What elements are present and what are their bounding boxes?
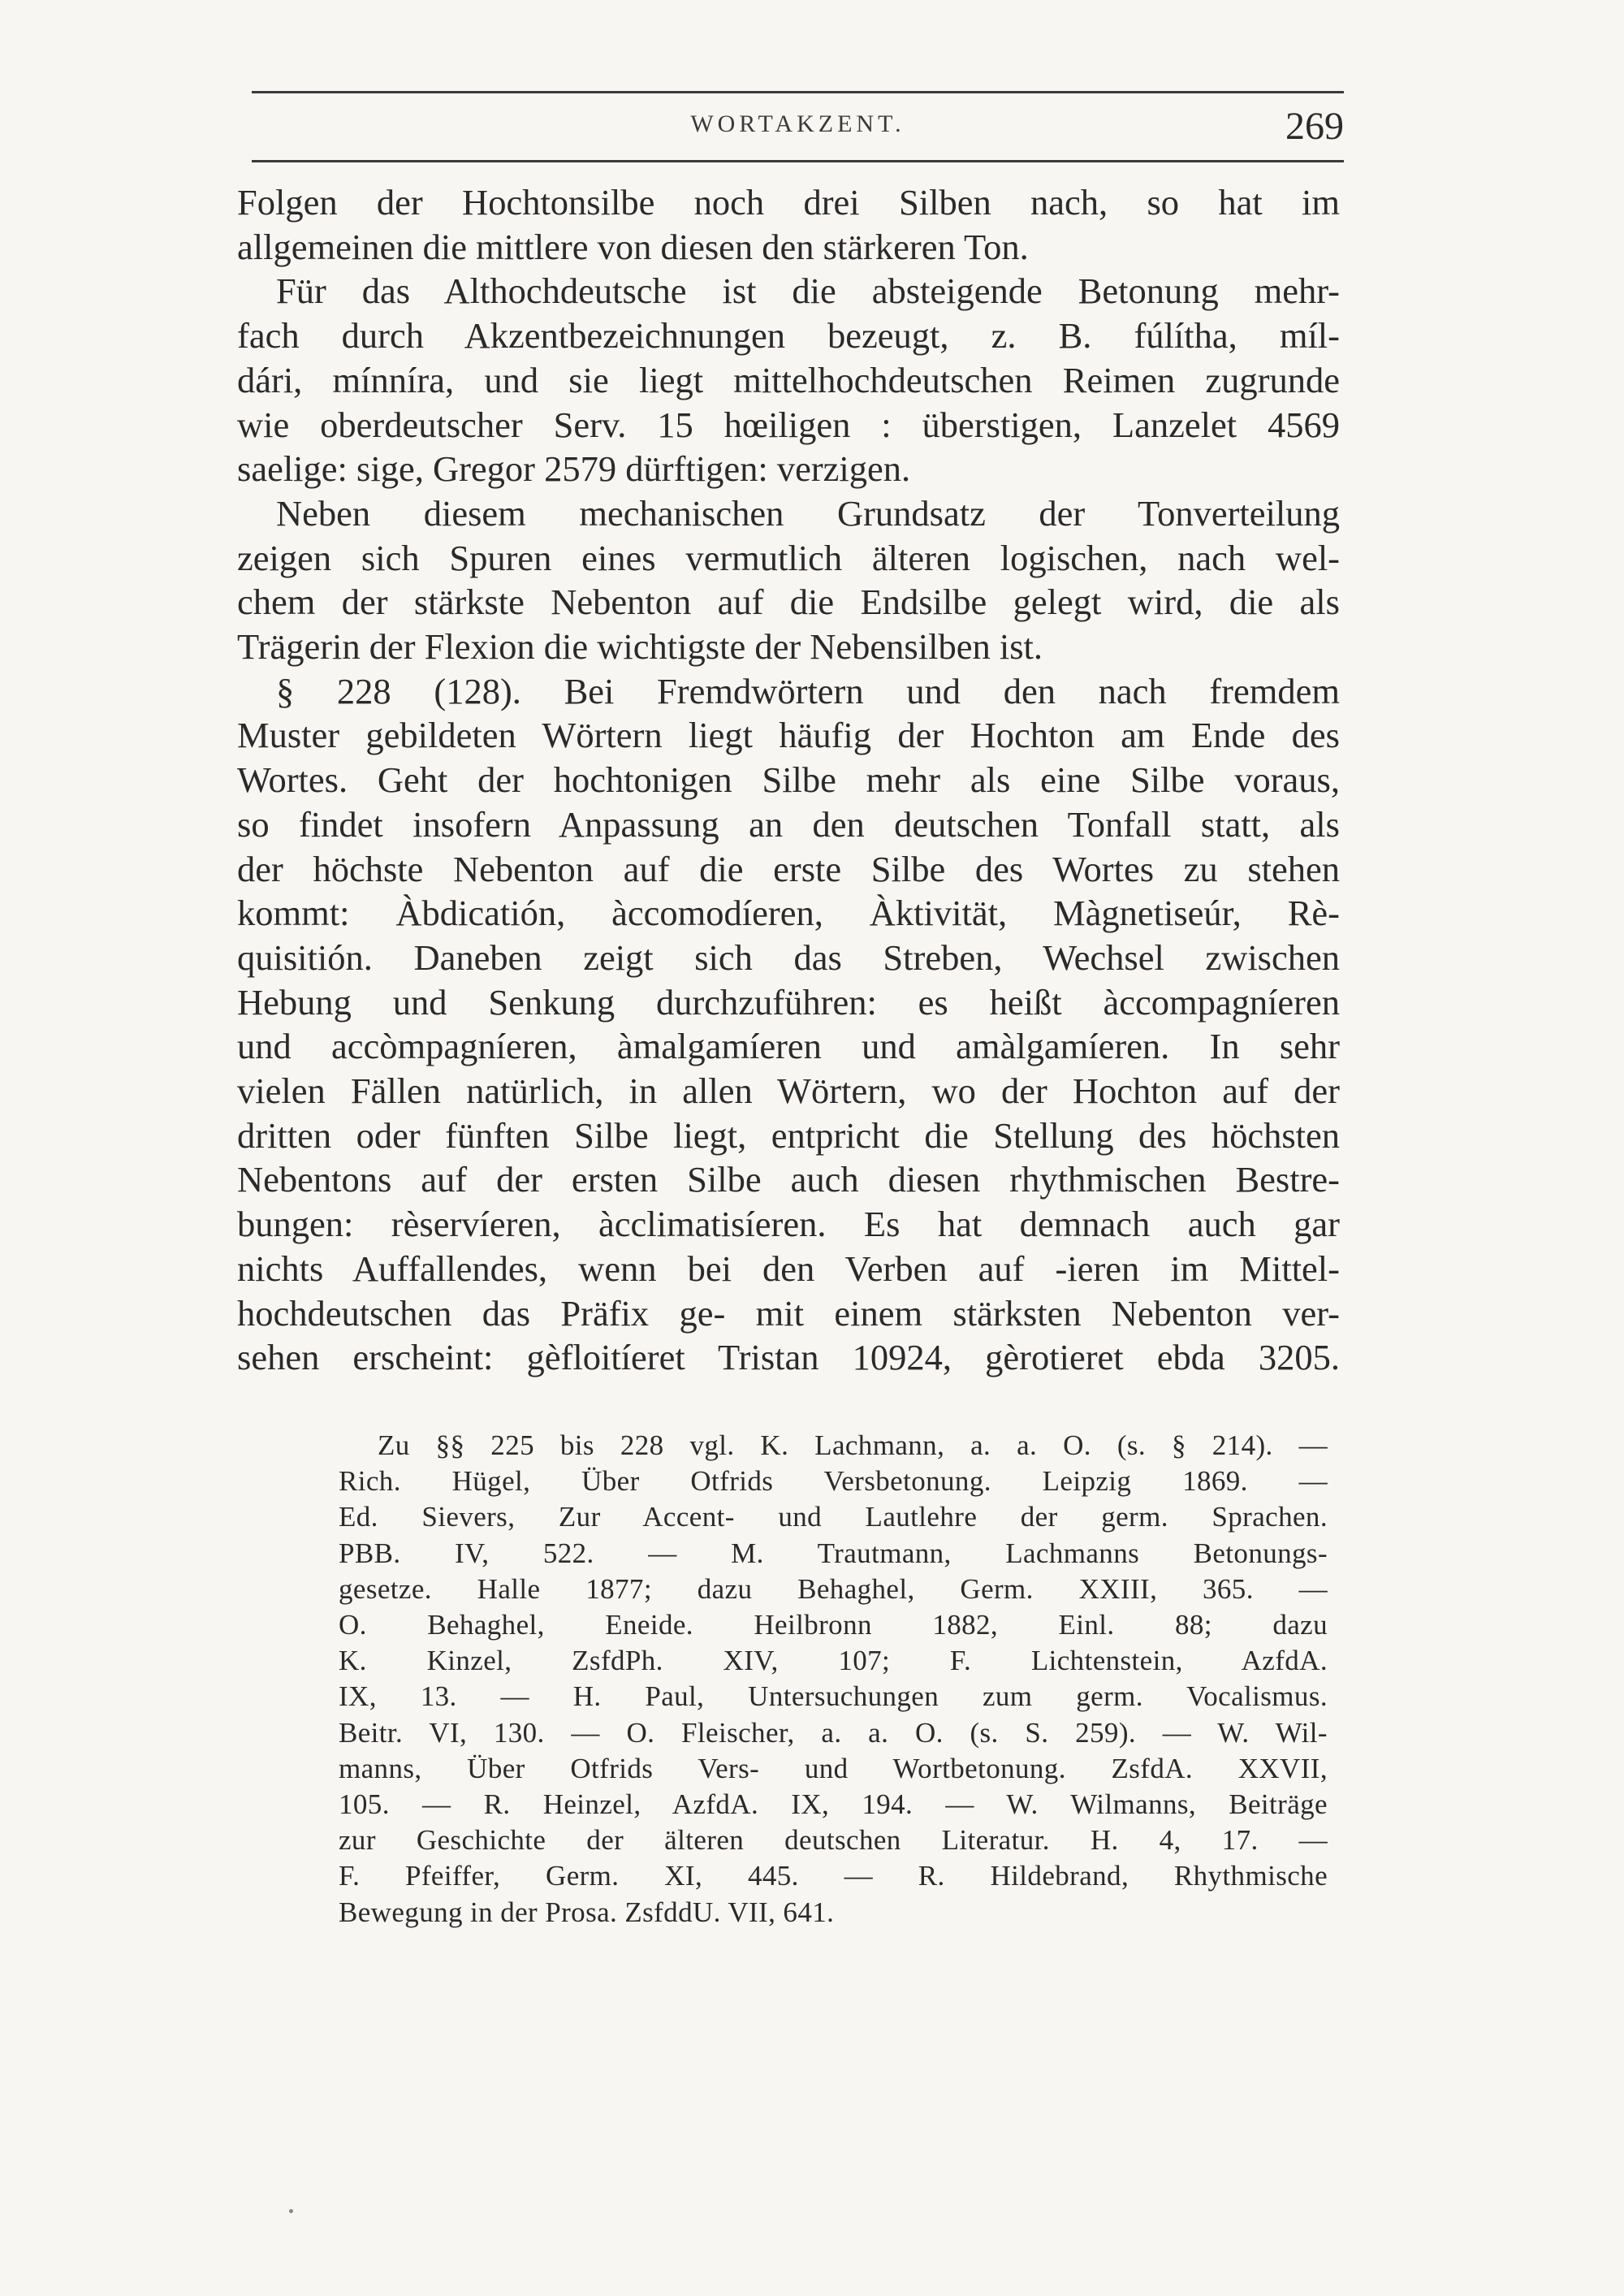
text-line: hochdeutschen das Präfix ge- mit einem stärksten Nebenton ver-	[237, 1292, 1340, 1334]
text-line: dári, mínníra, und sie liegt mittelhochdeutschen Reimen zugrunde	[237, 359, 1340, 400]
text-line: und accòmpagníeren, àmalgamíeren und amàlgamíeren. In sehr	[237, 1026, 1340, 1067]
paper-speck	[289, 2209, 293, 2213]
text-line: so findet insofern Anpassung an den deutschen Tonfall statt, als	[237, 803, 1340, 845]
text-line: chem der stärkste Nebenton auf die Endsilbe gelegt wird, die als	[237, 582, 1340, 623]
text-line: der höchste Nebenton auf die erste Silbe des Wortes zu stehen	[237, 848, 1340, 889]
page-number: 269	[1285, 105, 1344, 148]
text-line: zeigen sich Spuren eines vermutlich älteren logischen, nach wel-	[237, 537, 1340, 578]
text-line: kommt: Àbdicatión, àccomodíeren, Àktivität, Màgnetiseúr, Rè-	[237, 893, 1340, 934]
section-heading-line: § 228 (128). Bei Fremdwörtern und den nach fremdem	[276, 670, 1340, 711]
text-line: Hebung und Senkung durchzuführen: es heißt àccompagníeren	[237, 981, 1340, 1023]
text-line: wie oberdeutscher Serv. 15 hœiligen : überstigen, Lanzelet 4569	[237, 404, 1340, 445]
text-line: quisitión. Daneben zeigt sich das Streben, Wechsel zwischen	[237, 936, 1340, 978]
text-line: Wortes. Geht der hochtonigen Silbe mehr als eine Silbe voraus,	[237, 759, 1340, 801]
text-line: Nebentons auf der ersten Silbe auch diesen rhythmischen Bestre-	[237, 1159, 1340, 1200]
header-bottom-rule	[252, 160, 1344, 162]
text-line: fach durch Akzentbezeichnungen bezeugt, z. B. fúlítha, míl-	[237, 315, 1340, 357]
note-line: manns, Über Otfrids Vers- und Wortbetonung. ZsfdA. XXVII,	[339, 1752, 1328, 1784]
note-line: Rich. Hügel, Über Otfrids Versbetonung. Leipzig 1869. —	[339, 1465, 1328, 1498]
text-line: Muster gebildeten Wörtern liegt häufig der Hochton am Ende des	[237, 715, 1340, 756]
text-line: Folgen der Hochtonsilbe noch drei Silben nach, so hat im	[237, 182, 1340, 223]
bibliography-notes	[235, 1428, 1328, 1931]
note-line: Bewegung in der Prosa. ZsfddU. VII, 641.	[339, 1896, 835, 1928]
note-line: Zu §§ 225 bis 228 vgl. K. Lachmann, a. a. O. (s. § 214). —	[378, 1429, 1328, 1461]
text-line: vielen Fällen natürlich, in allen Wörtern, wo der Hochton auf der	[237, 1070, 1340, 1112]
note-line: F. Pfeiffer, Germ. XI, 445. — R. Hildebrand, Rhythmische	[339, 1860, 1328, 1892]
text-line: nichts Auffallendes, wenn bei den Verben auf -ieren im Mittel-	[237, 1247, 1340, 1289]
text-line: sehen erscheint: gèfloitíeret Tristan 10924, gèrotieret ebda 3205.	[237, 1337, 1340, 1378]
main-text	[237, 180, 1340, 1380]
running-title: WORTAKZENT.	[690, 110, 905, 137]
text-line: allgemeinen die mittlere von diesen den stärkeren Ton.	[237, 226, 1029, 267]
text-line: Neben diesem mechanischen Grundsatz der Tonverteilung	[276, 492, 1340, 534]
text-line: Trägerin der Flexion die wichtigste der Nebensilben ist.	[237, 626, 1043, 668]
note-line: Beitr. VI, 130. — O. Fleischer, a. a. O. (s. S. 259). — W. Wil-	[339, 1716, 1328, 1749]
note-line: Ed. Sievers, Zur Accent- und Lautlehre der germ. Sprachen.	[339, 1501, 1328, 1533]
note-line: K. Kinzel, ZsfdPh. XIV, 107; F. Lichtenstein, AzfdA.	[339, 1645, 1328, 1677]
running-header	[252, 104, 1344, 159]
note-line: 105. — R. Heinzel, AzfdA. IX, 194. — W. Wilmanns, Beiträge	[339, 1788, 1328, 1821]
header-top-rule	[252, 91, 1344, 93]
text-line: saelige: sige, Gregor 2579 dürftigen: verzigen.	[237, 448, 911, 490]
text-line: Für das Althochdeutsche ist die absteigende Betonung mehr-	[276, 270, 1340, 312]
text-line: dritten oder fünften Silbe liegt, entpricht die Stellung des höchsten	[237, 1114, 1340, 1156]
note-line: PBB. IV, 522. — M. Trautmann, Lachmanns Betonungs-	[339, 1537, 1328, 1569]
note-line: zur Geschichte der älteren deutschen Literatur. H. 4, 17. —	[339, 1824, 1328, 1857]
note-line: O. Behaghel, Eneide. Heilbronn 1882, Einl. 88; dazu	[339, 1609, 1328, 1641]
text-line: bungen: rèservíeren, àcclimatisíeren. Es hat demnach auch gar	[237, 1204, 1340, 1245]
note-line: IX, 13. — H. Paul, Untersuchungen zum germ. Vocalismus.	[339, 1680, 1328, 1713]
note-line: gesetze. Halle 1877; dazu Behaghel, Germ. XXIII, 365. —	[339, 1572, 1328, 1605]
